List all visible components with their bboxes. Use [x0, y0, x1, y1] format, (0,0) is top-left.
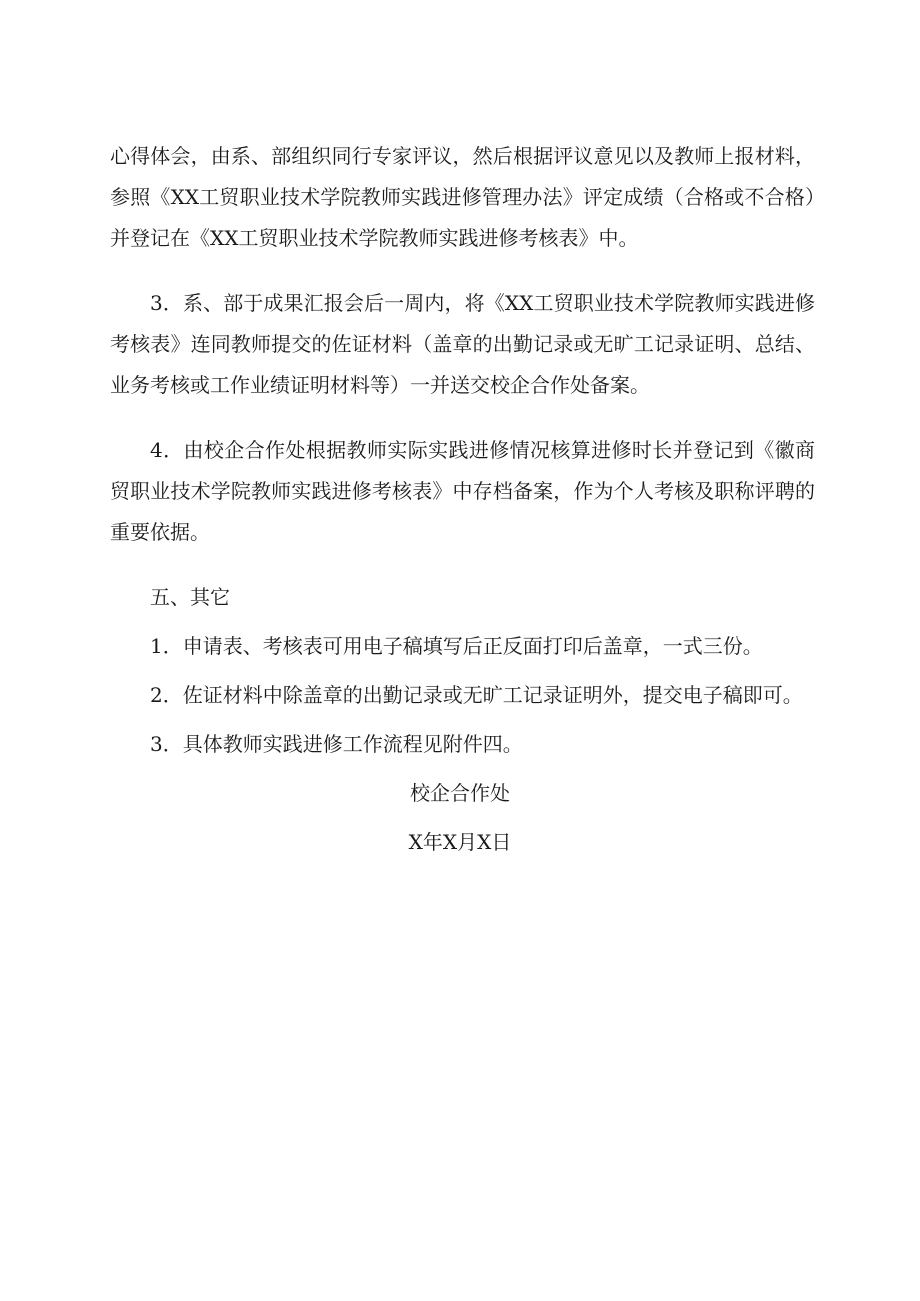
list-item-3: 3．具体教师实践进修工作流程见附件四。 [150, 732, 523, 756]
signature-org: 校企合作处 [410, 781, 510, 805]
paragraph-evaluation: 心得体会，由系、部组织同行专家评议，然后根据评议意见以及教师上报材料，参照《XX工贸职业技术学院教师实践进修管理办法》评定成绩（合格或不合格）并登记在《XX工贸职业技术学院教师实践进修考核表》中。 [110, 144, 815, 250]
section-heading-other: 五、其它 [150, 585, 230, 609]
paragraph-item-3: 3．系、部于成果汇报会后一周内，将《XX工贸职业技术学院教师实践进修考核表》连同教师提交的佐证材料（盖章的出勤记录或无旷工记录证明、总结、业务考核或工作业绩证明材料等）一并送交校企合作处备案。 [110, 291, 815, 397]
list-item-2: 2．佐证材料中除盖章的出勤记录或无旷工记录证明外，提交电子稿即可。 [150, 683, 803, 707]
signature-date: X年X月X日 [408, 830, 512, 854]
paragraph-item-4: 4．由校企合作处根据教师实际实践进修情况核算进修时长并登记到《徽商贸职业技术学院教师实践进修考核表》中存档备案，作为个人考核及职称评聘的重要依据。 [110, 438, 815, 544]
list-item-1: 1．申请表、考核表可用电子稿填写后正反面打印后盖章，一式三份。 [150, 634, 763, 658]
